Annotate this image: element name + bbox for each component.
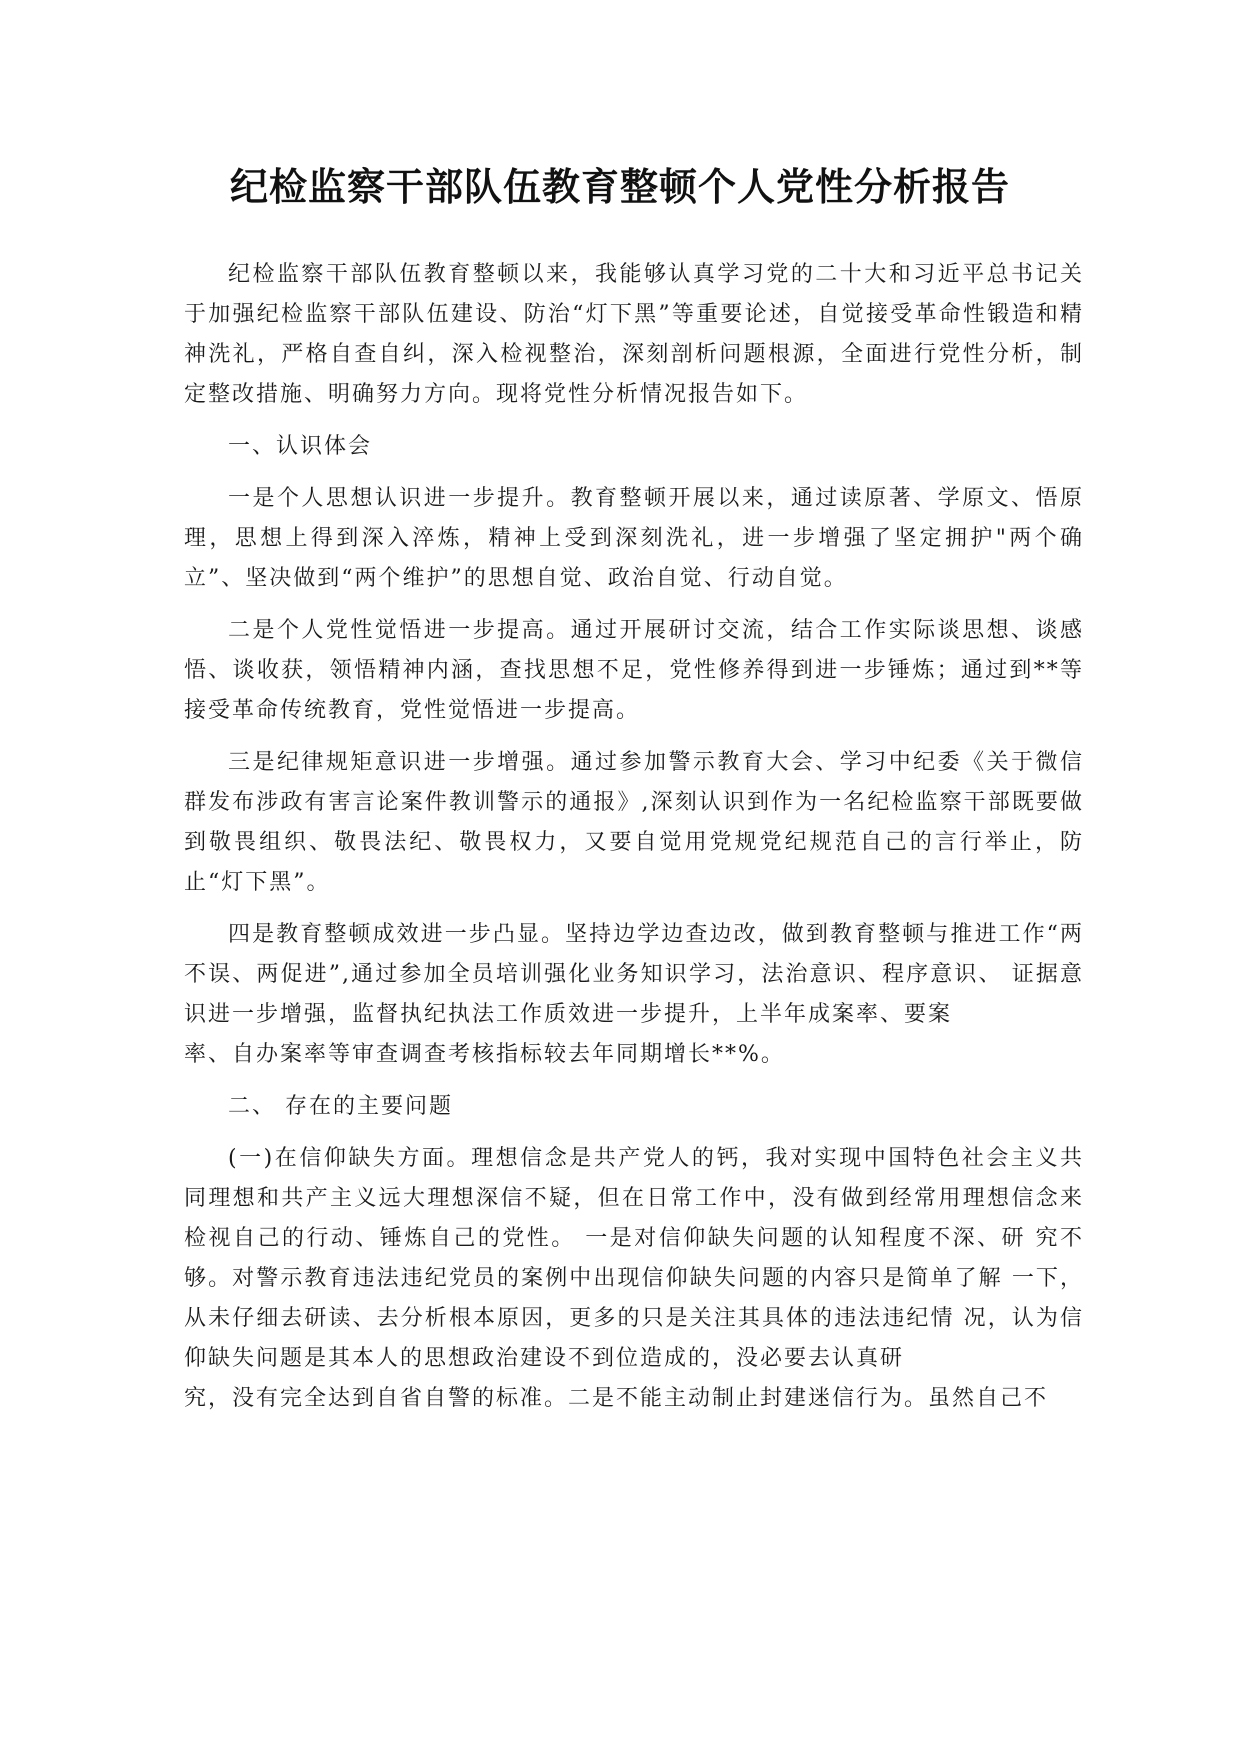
paragraph-5: (一)在信仰缺失方面。理想信念是共产党人的钙，我对实现中国特色社会主义共同理想和共产主义远大理想深信不疑，但在日常工作中，没有做到经常用理想信念来检视自己的行动、锤炼自己的党性。 一是对信仰缺失问题的认知程度不深、研 究不够。对警示教育违法违纪党员的案例中出现信仰缺失问题的内容只是简单了解 一下，从未仔细去研读、去分析根本原因，更多的只是关注其具体的违法违纪情 况，认为信仰缺失问题是其本人的思想政治建设不到位造成的，没必要去认真研: [184, 1146, 1084, 1371]
paragraph-2: 二是个人党性觉悟进一步提高。通过开展研讨交流，结合工作实际谈思想、谈感悟、谈收获，领悟精神内涵，查找思想不足，党性修养得到进一步锤炼；通过到**等接受革命传统教育，党性觉悟进一步提高。: [184, 618, 1084, 723]
document-body: [184, 255, 1084, 1431]
section-heading-2: 二、 存在的主要问题: [228, 1094, 453, 1119]
document-title: 纪检监察干部队伍教育整顿个人党性分析报告: [229, 164, 1010, 209]
paragraph-1: 一是个人思想认识进一步提升。教育整顿开展以来，通过读原著、学原文、悟原理，思想上得到深入淬炼，精神上受到深刻洗礼，进一步增强了坚定拥护"两个确立”、坚决做到“两个维护”的思想自觉、政治自觉、行动自觉。: [184, 486, 1084, 591]
paragraph-5-continued: 究，没有完全达到自省自警的标准。二是不能主动制止封建迷信行为。虽然自己不: [184, 1386, 1049, 1411]
paragraph-4-continued: 率、自办案率等审查调查考核指标较去年同期增长**%。: [184, 1042, 785, 1067]
paragraph-4: 四是教育整顿成效进一步凸显。坚持边学边查边改，做到教育整顿与推进工作“两不误、两促进”,通过参加全员培训强化业务知识学习，法治意识、程序意识、 证据意识进一步增强，监督执纪执法工作质效进一步提升，上半年成案率、要案: [184, 922, 1084, 1027]
intro-paragraph: 纪检监察干部队伍教育整顿以来，我能够认真学习党的二十大和习近平总书记关于加强纪检监察干部队伍建设、防治“灯下黑”等重要论述，自觉接受革命性锻造和精神洗礼，严格自查自纠，深入检视整治，深刻剖析问题根源，全面进行党性分析，制定整改措施、明确努力方向。现将党性分析情况报告如下。: [184, 262, 1084, 407]
section-heading-1: 一、认识体会: [228, 434, 373, 459]
paragraph-3: 三是纪律规矩意识进一步增强。通过参加警示教育大会、学习中纪委《关于微信群发布涉政有害言论案件教训警示的通报》,深刻认识到作为一名纪检监察干部既要做到敬畏组织、敬畏法纪、敬畏权力，又要自觉用党规党纪规范自己的言行举止，防止“灯下黑”。: [184, 750, 1084, 895]
